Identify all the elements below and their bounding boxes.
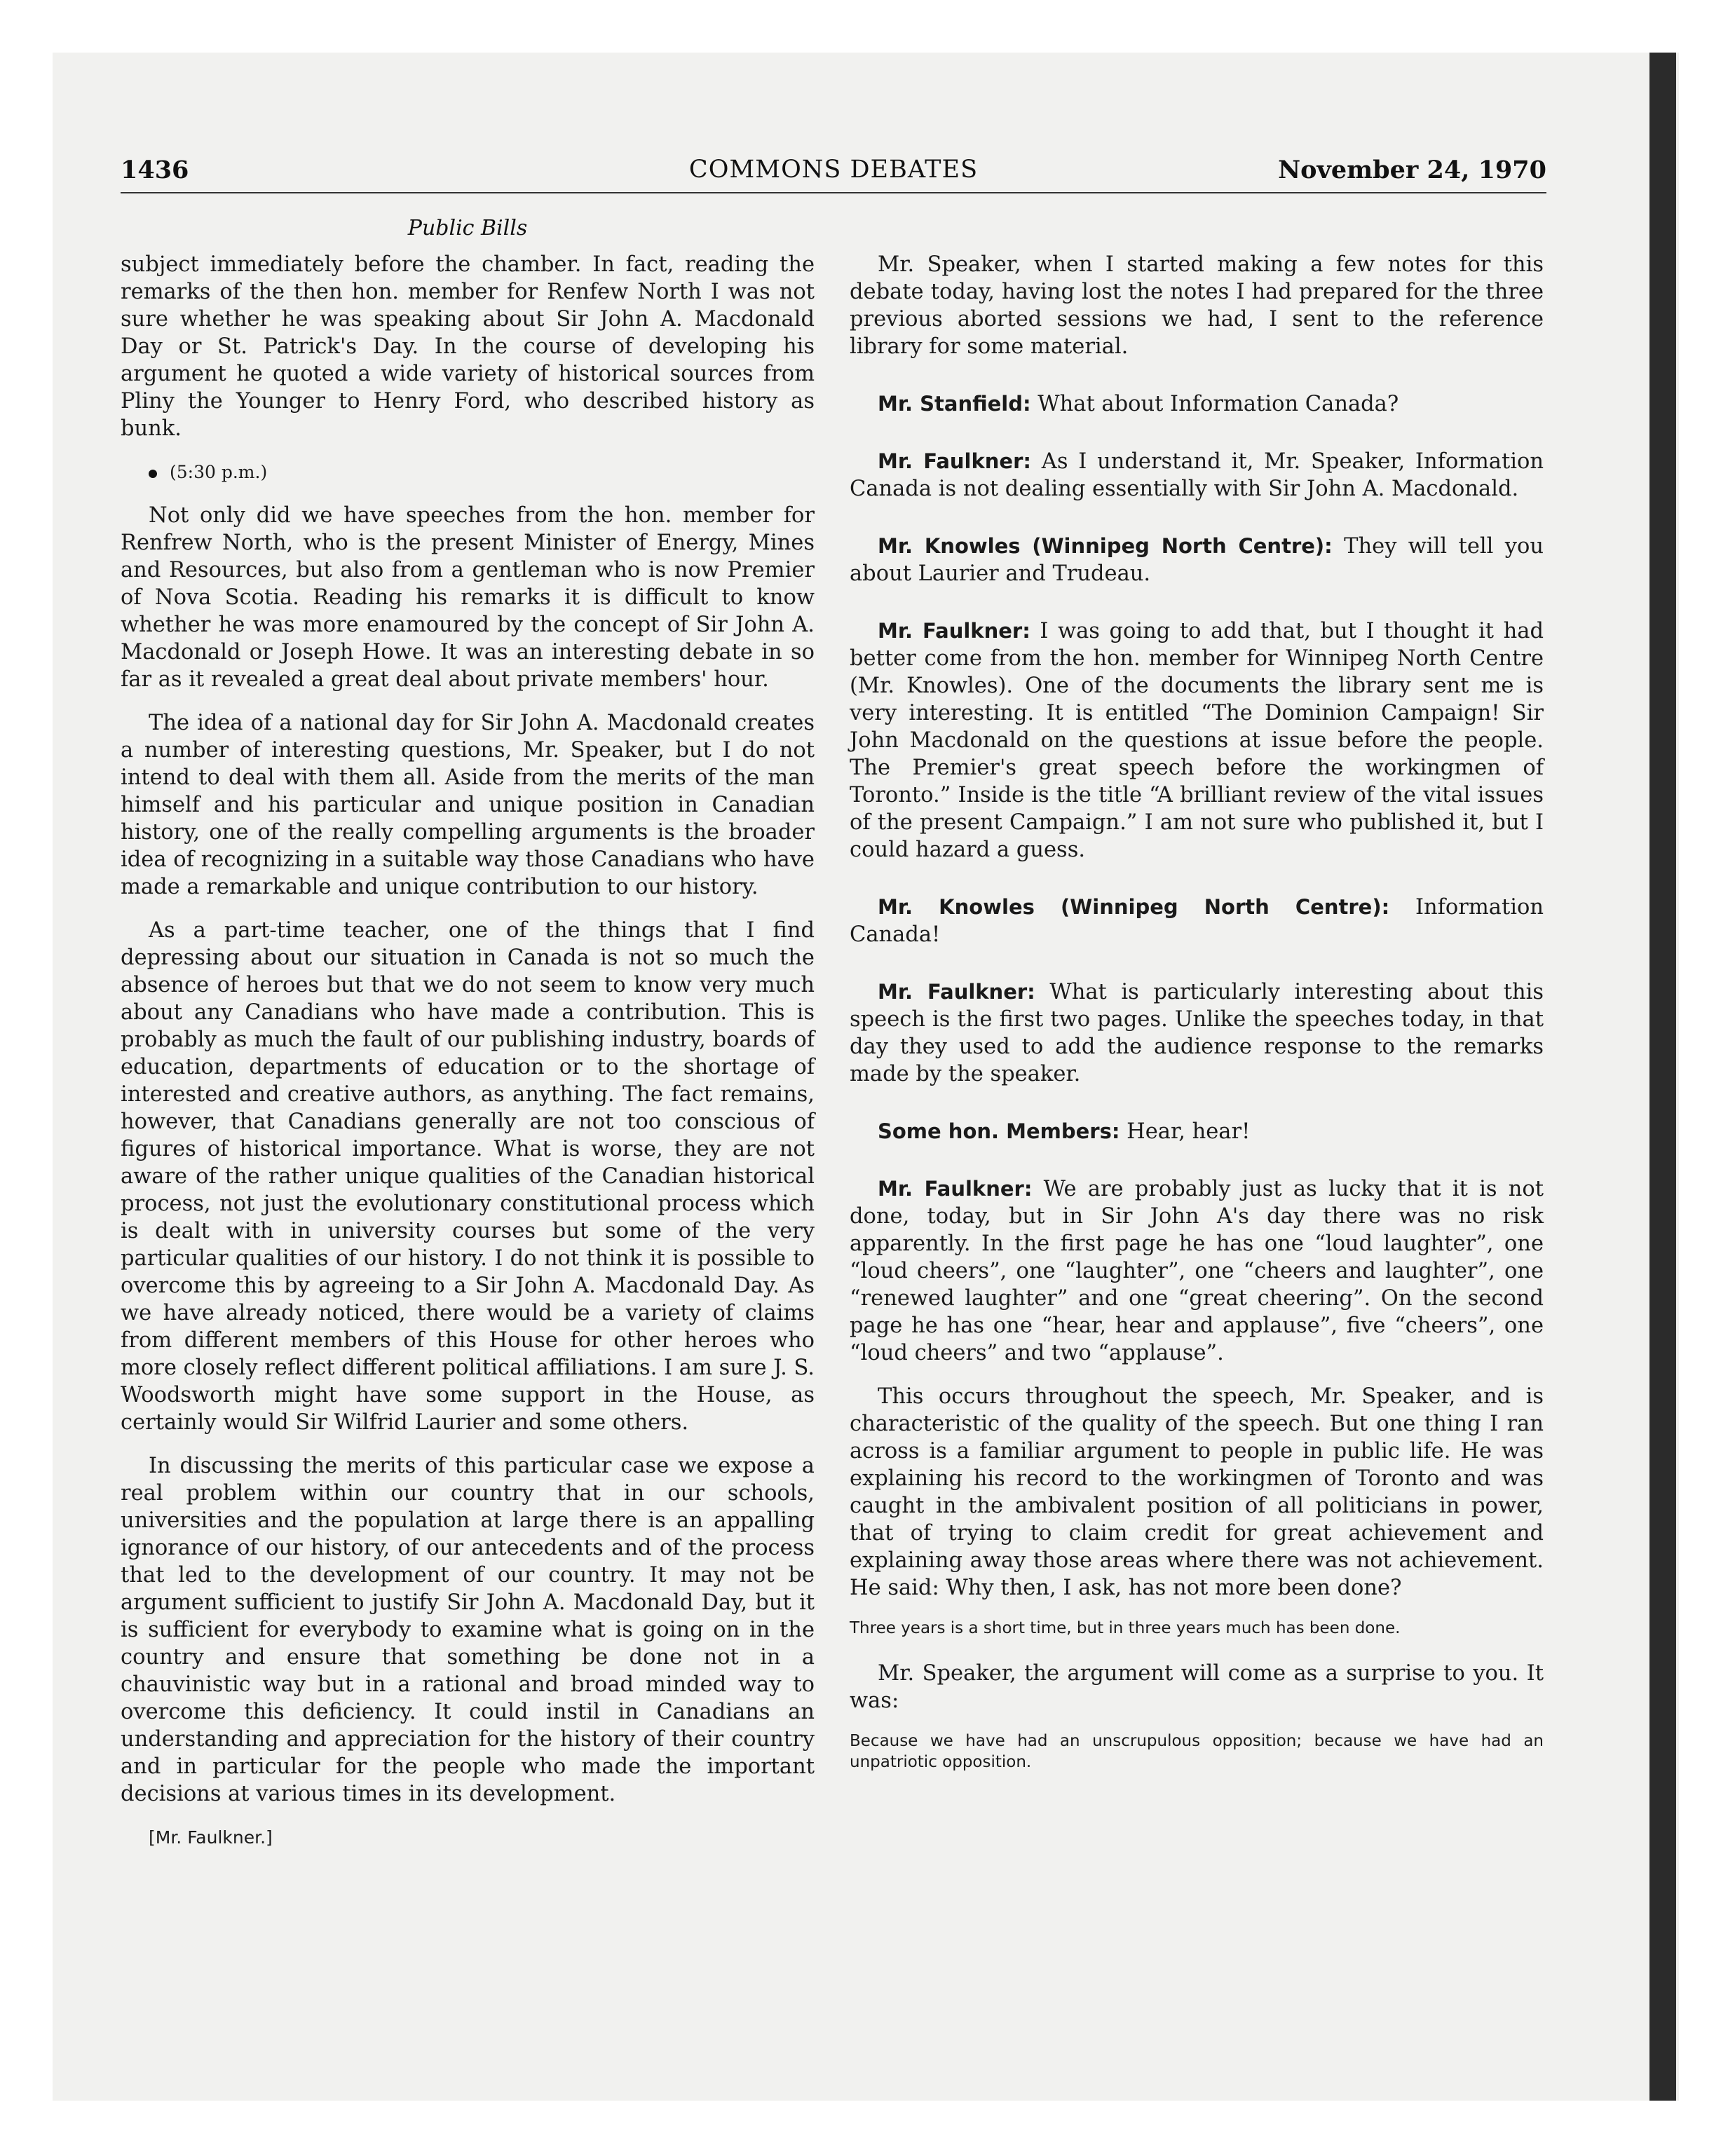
speaker-name: Some hon. Members:	[878, 1119, 1120, 1143]
paragraph: Not only did we have speeches from the hon. member for Renfrew North, who is the present Minister of Energy, Mines and Resources, but also from a gentleman who is now Premier of Nova Scotia. Reading his remarks it is difficult to know whether he was more enamoured by the concept of Sir John A. Macdonald or Joseph Howe. It was an interesting debate in so far as it revealed a great deal about private members' hour.	[121, 503, 815, 692]
speech-text: What is particularly interesting about this speech is the first two pages. Unlike the speeches today, in that day they used to add the audience response to the remarks made by the speaker.	[850, 980, 1544, 1086]
speech-entry	[850, 1118, 1544, 1145]
paragraph: Mr. Speaker, when I started making a few notes for this debate today, having lost the notes I had prepared for the three previous aborted sessions we had, I sent to the reference library for some material.	[850, 252, 1544, 359]
speech-entry	[850, 1175, 1544, 1367]
page-number: 1436	[121, 156, 189, 184]
speech-text: As I understand it, Mr. Speaker, Information Canada is not dealing essentially with Sir John A. Macdonald.	[850, 449, 1544, 501]
speaker-name: Mr. Knowles (Winnipeg North Centre):	[878, 534, 1333, 558]
speaker-name: Mr. Faulkner:	[878, 980, 1035, 1004]
speaker-name: Mr. Faulkner:	[878, 449, 1031, 473]
speaker-name: Mr. Faulkner:	[878, 1177, 1033, 1201]
paragraph: Mr. Speaker, the argument will come as a surprise to you. It was:	[850, 1661, 1544, 1713]
speaker-name: Mr. Faulkner:	[878, 619, 1030, 643]
time-marker-text: (5:30 p.m.)	[170, 462, 268, 482]
paragraph: This occurs throughout the speech, Mr. Speaker, and is characteristic of the quality of the speech. But one thing I ran across is a familiar argument to people in public life. He was explaining his record to the workingmen of Toronto and was caught in the ambivalent position of all politicians in power, that of trying to claim credit for great achievement and explaining away those areas where there was not achievement. He said: Why then, I ask, has not more been done?	[850, 1384, 1544, 1600]
paragraph: As a part-time teacher, one of the things that I find depressing about our situation in Canada is not so much the absence of heroes but that we do not seem to know very much about any Canadians who have made a contribution. This is probably as much the fault of our publishing industry, boards of education, departments of education or to the shortage of interested and creative authors, as anything. The fact remains, however, that Canadians generally are not too conscious of figures of historical importance. What is worse, they are not aware of the rather unique qualities of the Canadian historical process, not just the evolutionary constitutional process which is dealt with in university courses but some of the very particular qualities of our history. I do not think it is possible to overcome this by agreeing to a Sir John A. Macdonald Day. As we have already noticed, there would be a variety of claims from different members of this House for other heroes who more closely reflect different political affiliations. I am sure J. S. Woodsworth might have some support in the House, as certainly would Sir Wilfrid Laurier and some others.	[121, 918, 815, 1435]
speech-entry	[850, 894, 1544, 948]
left-column	[121, 251, 815, 1867]
speech-entry	[850, 978, 1544, 1088]
block-quote: Because we have had an unscrupulous opposition; because we have had an unpatriotic opposition.	[850, 1732, 1544, 1771]
speech-entry	[850, 390, 1544, 418]
paragraph: In discussing the merits of this particular case we expose a real problem within our country that in our schools, universities and the population at large there is an appalling ignorance of our history, of our antecedents and of the process that led to the development of our country. It may not be argument sufficient to justify Sir John A. Macdonald Day, but it is sufficient for everybody to examine what is going on in the country and ensure that something be done not in a chauvinistic way but in a rational and broad minded way to overcome this deficiency. It could instil in Canadians an understanding and appreciation for the history of their country and in particular for the people who made the important decisions at various times in its development.	[121, 1454, 815, 1806]
bullet-icon	[149, 470, 157, 478]
speech-text: Information Canada!	[850, 895, 1544, 947]
scan-edge-shadow	[1649, 53, 1676, 2101]
paragraph: The idea of a national day for Sir John A. Macdonald creates a number of interesting questions, Mr. Speaker, but I do not intend to deal with them all. Aside from the merits of the man himself and his particular and unique position in Canadian history, one of the really compelling arguments is the broader idea of recognizing in a suitable way those Canadians who have made a remarkable and unique contribution to our history.	[121, 711, 815, 899]
paragraph: subject immediately before the chamber. In fact, reading the remarks of the then hon. member for Renfew North I was not sure whether he was speaking about Sir John A. Macdonald Day or St. Patrick's Day. In the course of developing his argument he quoted a wide variety of historical sources from Pliny the Younger to Henry Ford, who described history as bunk.	[121, 252, 815, 441]
block-quote: Three years is a short time, but in three years much has been done.	[850, 1619, 1401, 1637]
speaker-attribution: [Mr. Faulkner.]	[149, 1827, 273, 1848]
speech-text: I was going to add that, but I thought it had better come from the hon. member for Winnipeg North Centre (Mr. Knowles). One of the documents the library sent me is very interesting. It is entitled “The Dominion Campaign! Sir John Macdonald on the questions at issue before the people. The Premier's great speech before the workingmen of Toronto.” Inside is the title “A brilliant review of the vital issues of the present Campaign.” I am not sure who published it, but I could hazard a guess.	[850, 619, 1544, 862]
speaker-name: Mr. Stanfield:	[878, 392, 1031, 416]
speech-text: We are probably just as lucky that it is not done, today, but in Sir John A's day there was no risk apparently. In the first page he has one “loud laughter”, one “loud cheers”, one “laughter”, one “cheers and laughter”, one “renewed laughter” and one “great cheering”. On the second page he has one “hear, hear and applause”, five “cheers”, one “loud cheers” and two “applause”.	[850, 1177, 1544, 1365]
time-marker	[121, 458, 815, 486]
speech-entry	[850, 533, 1544, 587]
header-date: November 24, 1970	[1278, 156, 1546, 184]
publication-title: COMMONS DEBATES	[688, 156, 979, 184]
section-heading: Public Bills	[407, 216, 528, 240]
speech-text: Hear, hear!	[1127, 1119, 1251, 1144]
speaker-name: Mr. Knowles (Winnipeg North Centre):	[878, 895, 1390, 919]
speech-text: They will tell you about Laurier and Trudeau.	[850, 534, 1544, 586]
speech-text: What about Information Canada?	[1037, 392, 1399, 416]
speech-entry	[850, 448, 1544, 503]
speech-entry	[850, 618, 1544, 864]
page-header	[121, 156, 1546, 193]
right-column	[850, 251, 1544, 1794]
